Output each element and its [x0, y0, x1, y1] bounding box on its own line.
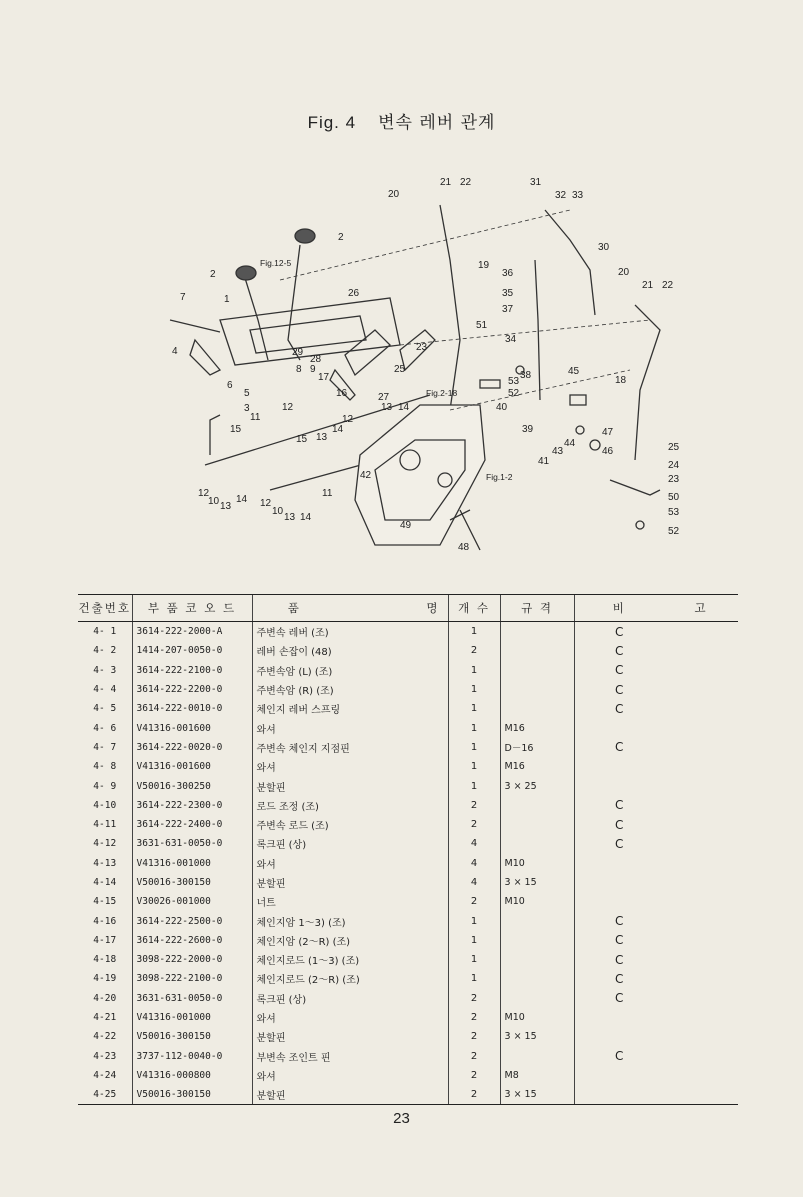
callout: 20 [388, 189, 400, 200]
table-row [78, 699, 738, 718]
row-part-code: 3614-222-2600-0 [132, 931, 252, 950]
row-part-code: V41316-000800 [132, 1066, 252, 1085]
row-part-code: V50016-300150 [132, 873, 252, 892]
callout: 47 [602, 427, 614, 438]
row-part-code: 3614-222-2100-0 [132, 661, 252, 680]
row-part-code: 3631-631-0050-0 [132, 834, 252, 853]
row-remark-extra [664, 1008, 738, 1027]
row-remark: C [574, 661, 664, 680]
row-spec: M10 [500, 1008, 574, 1027]
row-qty: 2 [448, 796, 500, 815]
callout: 8 [296, 364, 302, 375]
row-index: 4-19 [93, 973, 117, 985]
row-part-name: 부변속 조인트 핀 [252, 1047, 448, 1066]
callout: 14 [236, 494, 248, 505]
callout: 24 [668, 460, 680, 471]
row-part-name: 분할핀 [252, 1027, 448, 1046]
row-qty: 2 [448, 1085, 500, 1105]
row-remark: C [574, 911, 664, 930]
callout: 36 [502, 268, 514, 279]
row-remark: C [574, 969, 664, 988]
callout: 35 [502, 288, 514, 299]
row-remark-extra [664, 873, 738, 892]
row-index: 4-21 [93, 1012, 117, 1024]
row-qty: 1 [448, 738, 500, 757]
table-row [78, 796, 738, 815]
row-part-code: V41316-001000 [132, 1008, 252, 1027]
row-part-name: 분할핀 [252, 1085, 448, 1105]
row-remark: C [574, 834, 664, 853]
row-spec: M8 [500, 1066, 574, 1085]
row-index: 4-20 [93, 992, 117, 1004]
row-qty: 1 [448, 757, 500, 776]
row-part-name: 체인지암 (2～R) (조) [252, 931, 448, 950]
callout: 29 [292, 347, 304, 358]
row-part-name: 록크핀 (상) [252, 834, 448, 853]
row-qty: 1 [448, 622, 500, 642]
row-qty: 1 [448, 718, 500, 737]
row-part-code: 3737-112-0040-0 [132, 1047, 252, 1066]
row-index: 4- 3 [93, 664, 117, 676]
row-qty: 1 [448, 950, 500, 969]
callout: 51 [476, 320, 488, 331]
row-spec: D－16 [500, 738, 574, 757]
callout: 43 [552, 446, 564, 457]
table-row [78, 931, 738, 950]
row-qty: 1 [448, 931, 500, 950]
row-remark [574, 892, 664, 911]
callout: 18 [615, 375, 627, 386]
row-remark-extra [664, 1085, 738, 1105]
row-remark-extra [664, 738, 738, 757]
row-spec [500, 911, 574, 930]
callout: 31 [530, 177, 542, 188]
row-remark: C [574, 950, 664, 969]
row-index: 4-10 [93, 799, 117, 811]
row-spec [500, 661, 574, 680]
row-remark [574, 718, 664, 737]
row-remark-extra [664, 757, 738, 776]
row-spec [500, 796, 574, 815]
row-qty: 2 [448, 989, 500, 1008]
callout: 4 [172, 346, 178, 357]
table-row [78, 892, 738, 911]
table-row [78, 641, 738, 660]
figure-number: Fig. 4 [307, 113, 357, 132]
callout: 15 [296, 434, 308, 445]
header-index: 건출번호 [78, 595, 132, 622]
row-remark: C [574, 931, 664, 950]
callout: 21 [642, 280, 654, 291]
header-spec: 규 격 [500, 595, 574, 622]
row-qty: 2 [448, 815, 500, 834]
row-spec [500, 815, 574, 834]
row-index: 4- 2 [93, 645, 117, 657]
row-index: 4-17 [93, 934, 117, 946]
callout: 12 [260, 498, 272, 509]
row-index: 4-16 [93, 915, 117, 927]
row-index: 4-22 [93, 1031, 117, 1043]
row-part-code: V50016-300250 [132, 776, 252, 795]
callout: 6 [227, 380, 233, 391]
callout: 41 [538, 456, 550, 467]
row-index: 4- 6 [93, 722, 117, 734]
row-remark: C [574, 1047, 664, 1066]
row-part-code: 3614-222-2500-0 [132, 911, 252, 930]
row-remark: C [574, 622, 664, 642]
callout: 53 [508, 376, 520, 387]
row-qty: 2 [448, 1066, 500, 1085]
row-index: 4- 9 [93, 780, 117, 792]
table-row [78, 1066, 738, 1085]
row-spec [500, 641, 574, 660]
row-remark [574, 1066, 664, 1085]
row-part-name: 와셔 [252, 1008, 448, 1027]
table-row [78, 1008, 738, 1027]
callout: 34 [505, 334, 517, 345]
row-remark [574, 873, 664, 892]
row-spec [500, 950, 574, 969]
row-spec [500, 989, 574, 1008]
callout: 40 [496, 402, 508, 413]
table-row [78, 911, 738, 930]
callout: 52 [668, 526, 680, 537]
callout: 19 [478, 260, 490, 271]
row-remark [574, 757, 664, 776]
row-remark: C [574, 738, 664, 757]
row-index: 4- 5 [93, 703, 117, 715]
table-row [78, 1027, 738, 1046]
figure-caption: 변속 레버 관계 [378, 113, 496, 133]
callout: 50 [668, 492, 680, 503]
row-part-name: 레버 손잡이 (48) [252, 641, 448, 660]
header-name-2: 명 [336, 595, 448, 622]
row-index: 4- 4 [93, 684, 117, 696]
row-index: 4-12 [93, 838, 117, 850]
table-row [78, 776, 738, 795]
callout: 26 [348, 288, 360, 299]
callout: 45 [568, 366, 580, 377]
row-spec: M10 [500, 892, 574, 911]
row-qty: 1 [448, 699, 500, 718]
row-spec [500, 699, 574, 718]
table-row [78, 738, 738, 757]
callout: 2 [210, 269, 216, 280]
callout: 9 [310, 364, 316, 375]
row-qty: 2 [448, 1008, 500, 1027]
row-part-code: V41316-001600 [132, 718, 252, 737]
callout: 10 [208, 496, 220, 507]
row-part-code: 3614-222-2300-0 [132, 796, 252, 815]
callout: 2 [338, 232, 344, 243]
callout: 25 [394, 364, 406, 375]
row-remark [574, 776, 664, 795]
table-row [78, 718, 738, 737]
row-remark-extra [664, 718, 738, 737]
row-remark-extra [664, 815, 738, 834]
row-remark-extra [664, 776, 738, 795]
row-remark-extra [664, 1066, 738, 1085]
row-part-code: V41316-001600 [132, 757, 252, 776]
row-spec [500, 680, 574, 699]
row-index: 4-11 [93, 819, 117, 831]
table-row [78, 969, 738, 988]
row-remark: C [574, 815, 664, 834]
row-index: 4- 7 [93, 741, 117, 753]
table-row [78, 854, 738, 873]
row-spec: 3 × 25 [500, 776, 574, 795]
callout: 12 [198, 488, 210, 499]
table-row [78, 873, 738, 892]
callout: 13 [316, 432, 328, 443]
callout: 14 [332, 424, 344, 435]
header-remark-2: 고 [664, 595, 738, 622]
row-spec: 3 × 15 [500, 873, 574, 892]
row-index: 4-25 [78, 1085, 132, 1105]
table-header-row [78, 595, 738, 622]
row-qty: 2 [448, 1047, 500, 1066]
row-part-code: 1414-207-0050-0 [132, 641, 252, 660]
table-row [78, 622, 738, 642]
row-qty: 2 [448, 1027, 500, 1046]
callout: 28 [310, 354, 322, 365]
row-part-name: 체인지암 1～3) (조) [252, 911, 448, 930]
row-qty: 1 [448, 776, 500, 795]
row-spec: 3 × 15 [500, 1085, 574, 1105]
callout: 13 [381, 402, 393, 413]
row-qty: 2 [448, 892, 500, 911]
row-part-name: 너트 [252, 892, 448, 911]
callout: 27 [378, 392, 390, 403]
row-remark: C [574, 641, 664, 660]
callout: 46 [602, 446, 614, 457]
row-index: 4-13 [93, 857, 117, 869]
row-index: 4- 8 [93, 761, 117, 773]
row-qty: 1 [448, 911, 500, 930]
row-remark: C [574, 796, 664, 815]
row-part-name: 와셔 [252, 854, 448, 873]
row-part-name: 와셔 [252, 718, 448, 737]
callout: 11 [322, 488, 333, 499]
row-index: 4-14 [93, 877, 117, 888]
callout: 1 [224, 294, 230, 305]
row-qty: 2 [448, 641, 500, 660]
callout: 13 [284, 512, 296, 523]
row-part-code: 3614-222-2400-0 [132, 815, 252, 834]
row-part-name: 와셔 [252, 1066, 448, 1085]
row-remark-extra [664, 796, 738, 815]
row-part-name: 체인지로드 (2～R) (조) [252, 969, 448, 988]
callout: Fig.12-5 [260, 258, 292, 268]
callout: 12 [282, 402, 294, 413]
table-row [78, 834, 738, 853]
table-row [78, 1047, 738, 1066]
row-remark-extra [664, 661, 738, 680]
row-qty: 1 [448, 680, 500, 699]
callout: 53 [668, 507, 680, 518]
row-remark [574, 854, 664, 873]
row-index: 4- 1 [93, 626, 117, 638]
row-remark-extra [664, 641, 738, 660]
row-qty: 4 [448, 854, 500, 873]
callout: 23 [416, 342, 428, 353]
row-remark: C [574, 699, 664, 718]
row-index: 4-18 [93, 954, 117, 966]
callout: 32 [555, 190, 567, 201]
callout: 21 [440, 177, 452, 188]
row-part-name: 로드 조정 (조) [252, 796, 448, 815]
callout: 14 [398, 402, 410, 413]
callout: 20 [618, 267, 630, 278]
table-row [78, 989, 738, 1008]
row-part-code: 3098-222-2100-0 [132, 969, 252, 988]
row-part-name: 체인지로드 (1～3) (조) [252, 950, 448, 969]
row-part-code: V50016-300150 [132, 1085, 252, 1105]
row-index: 4-15 [93, 896, 117, 908]
row-remark-extra [664, 911, 738, 930]
callout: 44 [564, 438, 576, 449]
row-part-code: 3614-222-0020-0 [132, 738, 252, 757]
callout: 16 [336, 388, 348, 399]
row-remark-extra [664, 892, 738, 911]
parts-table [78, 594, 738, 1105]
callout: 7 [180, 292, 186, 303]
header-part-code: 부 품 코 오 드 [132, 595, 252, 622]
row-remark [574, 1027, 664, 1046]
page-number: 23 [393, 1110, 410, 1127]
header-qty: 개 수 [448, 595, 500, 622]
row-index: 4-24 [93, 1069, 117, 1081]
exploded-parts-diagram [150, 170, 710, 570]
row-spec [500, 834, 574, 853]
row-spec: M16 [500, 718, 574, 737]
row-spec [500, 622, 574, 642]
row-remark-extra [664, 699, 738, 718]
callout: 13 [220, 501, 232, 512]
row-remark-extra [664, 950, 738, 969]
row-remark: C [574, 680, 664, 699]
row-part-name: 록크핀 (상) [252, 989, 448, 1008]
table-row [78, 661, 738, 680]
row-part-code: 3614-222-0010-0 [132, 699, 252, 718]
callout: Fig.1-2 [486, 472, 513, 482]
row-remark [574, 1085, 664, 1105]
callout: 17 [318, 372, 330, 383]
row-part-name: 주변속 레버 (조) [252, 622, 448, 642]
callout: 48 [458, 542, 470, 553]
callout: 15 [230, 424, 242, 435]
callout: 23 [668, 474, 680, 485]
row-part-code: V50016-300150 [132, 1027, 252, 1046]
row-remark [574, 1008, 664, 1027]
row-index: 4-23 [93, 1050, 117, 1062]
callout: 3 [244, 403, 250, 414]
row-part-code: 3098-222-2000-0 [132, 950, 252, 969]
table-row [78, 815, 738, 834]
row-remark-extra [664, 680, 738, 699]
row-spec: M16 [500, 757, 574, 776]
callout: 11 [250, 412, 261, 423]
callout: 22 [460, 177, 472, 188]
row-part-code: V30026-001000 [132, 892, 252, 911]
callout: 49 [400, 520, 412, 531]
callout: 38 [520, 370, 532, 381]
callout: Fig.2-18 [426, 388, 458, 398]
callout: 12 [342, 414, 354, 425]
row-spec: M10 [500, 854, 574, 873]
table-row [78, 1085, 738, 1105]
row-remark-extra [664, 931, 738, 950]
header-name-1: 품 [252, 595, 336, 622]
row-remark-extra [664, 834, 738, 853]
callout: 33 [572, 190, 584, 201]
header-remark-1: 비 [574, 595, 664, 622]
row-part-name: 주변속암 (R) (조) [252, 680, 448, 699]
callout: 25 [668, 442, 680, 453]
table-row [78, 680, 738, 699]
row-qty: 4 [448, 834, 500, 853]
callout: 14 [300, 512, 312, 523]
row-remark-extra [664, 854, 738, 873]
row-remark-extra [664, 969, 738, 988]
callout: 30 [598, 242, 610, 253]
diagram-svg [150, 170, 710, 570]
callout: 22 [662, 280, 674, 291]
row-qty: 1 [448, 661, 500, 680]
row-part-name: 와셔 [252, 757, 448, 776]
row-part-code: V41316-001000 [132, 854, 252, 873]
row-remark-extra [664, 1027, 738, 1046]
row-remark-extra [664, 989, 738, 1008]
callout: 52 [508, 388, 520, 399]
table-row [78, 950, 738, 969]
row-remark-extra [664, 622, 738, 642]
row-qty: 4 [448, 873, 500, 892]
row-part-name: 주변속암 (L) (조) [252, 661, 448, 680]
row-part-code: 3614-222-2000-A [132, 622, 252, 642]
callout: 39 [522, 424, 534, 435]
callout: 42 [360, 470, 372, 481]
row-qty: 1 [448, 969, 500, 988]
callout: 10 [272, 506, 284, 517]
table-row [78, 757, 738, 776]
row-part-name: 분할핀 [252, 776, 448, 795]
row-remark-extra [664, 1047, 738, 1066]
callout: 5 [244, 388, 250, 399]
row-spec [500, 1047, 574, 1066]
row-part-name: 주변속 체인지 지점핀 [252, 738, 448, 757]
row-part-name: 주변속 로드 (조) [252, 815, 448, 834]
row-spec [500, 931, 574, 950]
callout: 37 [502, 304, 514, 315]
row-part-name: 분할핀 [252, 873, 448, 892]
row-spec [500, 969, 574, 988]
row-part-name: 체인지 레버 스프링 [252, 699, 448, 718]
row-part-code: 3631-631-0050-0 [132, 989, 252, 1008]
row-part-code: 3614-222-2200-0 [132, 680, 252, 699]
figure-title [0, 108, 803, 133]
row-remark: C [574, 989, 664, 1008]
row-spec: 3 × 15 [500, 1027, 574, 1046]
